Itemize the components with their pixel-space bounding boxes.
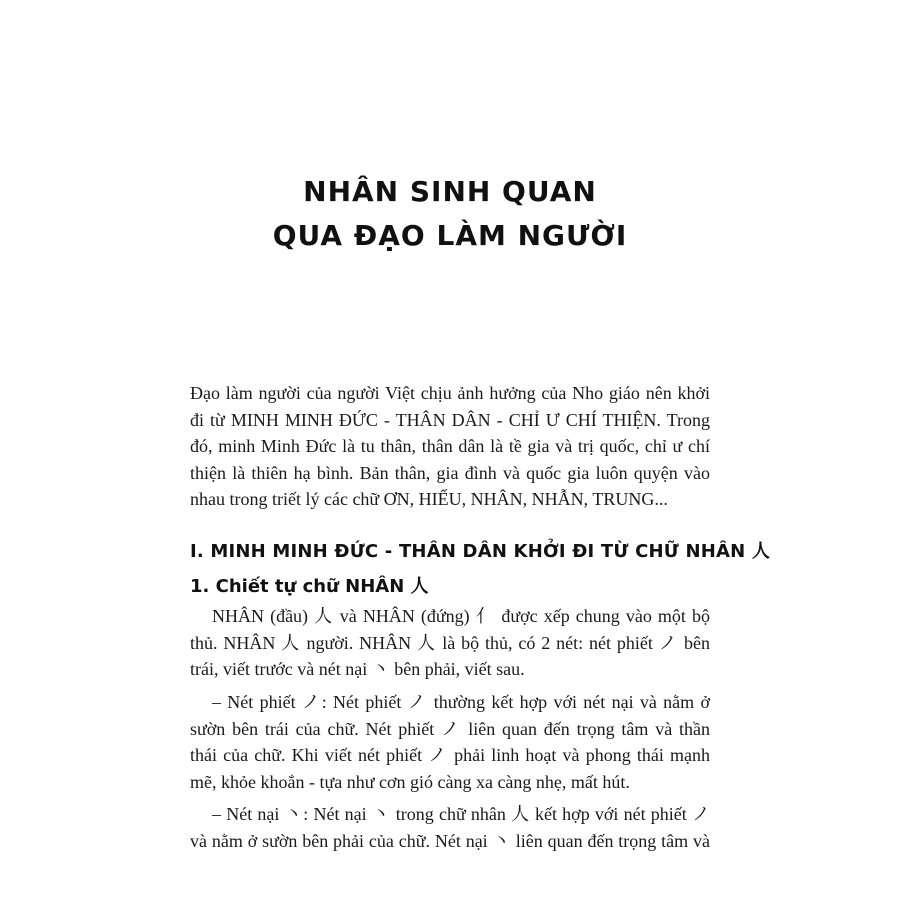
text-line: – Nét phiết ノ: Nét phiết ノ thường kết hợp với nét nại và nằm ở	[212, 692, 710, 712]
text-line: thủ. NHÂN 人 người. NHÂN 人 là bộ thủ, có 2 nét: nét phiết ノ bên	[190, 632, 710, 653]
subsection-heading: 1. Chiết tự chữ NHÂN 人	[190, 576, 429, 597]
text-line: – Nét nại 丶: Nét nại 丶 trong chữ nhân 人 kết hợp với nét phiết ノ	[212, 804, 710, 824]
text-line: và nằm ở sườn bên phải của chữ. Nét nại 丶 liên quan đến trọng tâm và	[190, 830, 710, 851]
text-line: thái của chữ. Khi viết nét phiết ノ phải linh hoạt và phong thái mạnh	[190, 745, 710, 765]
text-line: đó, minh Minh Đức là tu thân, thân dân là tề gia và trị quốc, chỉ ư chí	[190, 436, 710, 456]
text-line: thiện là thiên hạ bình. Bản thân, gia đình và quốc gia luôn quyện vào	[190, 462, 710, 483]
chapter-title-line-2: QUA ĐẠO LÀM NGƯỜI	[272, 219, 628, 252]
chapter-title	[0, 170, 900, 258]
text-line: đi từ MINH MINH ĐỨC - THÂN DÂN - CHỈ Ư CHÍ THIỆN. Trong	[190, 409, 710, 430]
chapter-title-line-1: NHÂN SINH QUAN	[303, 175, 597, 208]
text-line: mẽ, khỏe khoắn - tựa như cơn gió càng xa càng nhẹ, mất hút.	[190, 771, 630, 792]
section-heading: I. MINH MINH ĐỨC - THÂN DÂN KHỞI ĐI TỪ CHỮ NHÂN 人	[190, 541, 771, 562]
intro-paragraph	[190, 380, 710, 513]
text-line: sườn bên trái của chữ. Nét phiết ノ liên quan đến trọng tâm và thần	[190, 718, 710, 739]
paragraph-1	[190, 603, 710, 683]
paragraph-2	[190, 689, 710, 795]
paragraph-3	[190, 801, 710, 854]
text-line: Đạo làm người của người Việt chịu ảnh hưởng của Nho giáo nên khởi	[190, 383, 710, 403]
text-line: trái, viết trước và nét nại 丶 bên phải, viết sau.	[190, 659, 525, 679]
text-line: NHÂN (đầu) 人 và NHÂN (đứng) 亻 được xếp chung vào một bộ	[212, 606, 710, 626]
text-line: nhau trong triết lý các chữ ƠN, HIẾU, NHÂN, NHẪN, TRUNG...	[190, 489, 668, 509]
